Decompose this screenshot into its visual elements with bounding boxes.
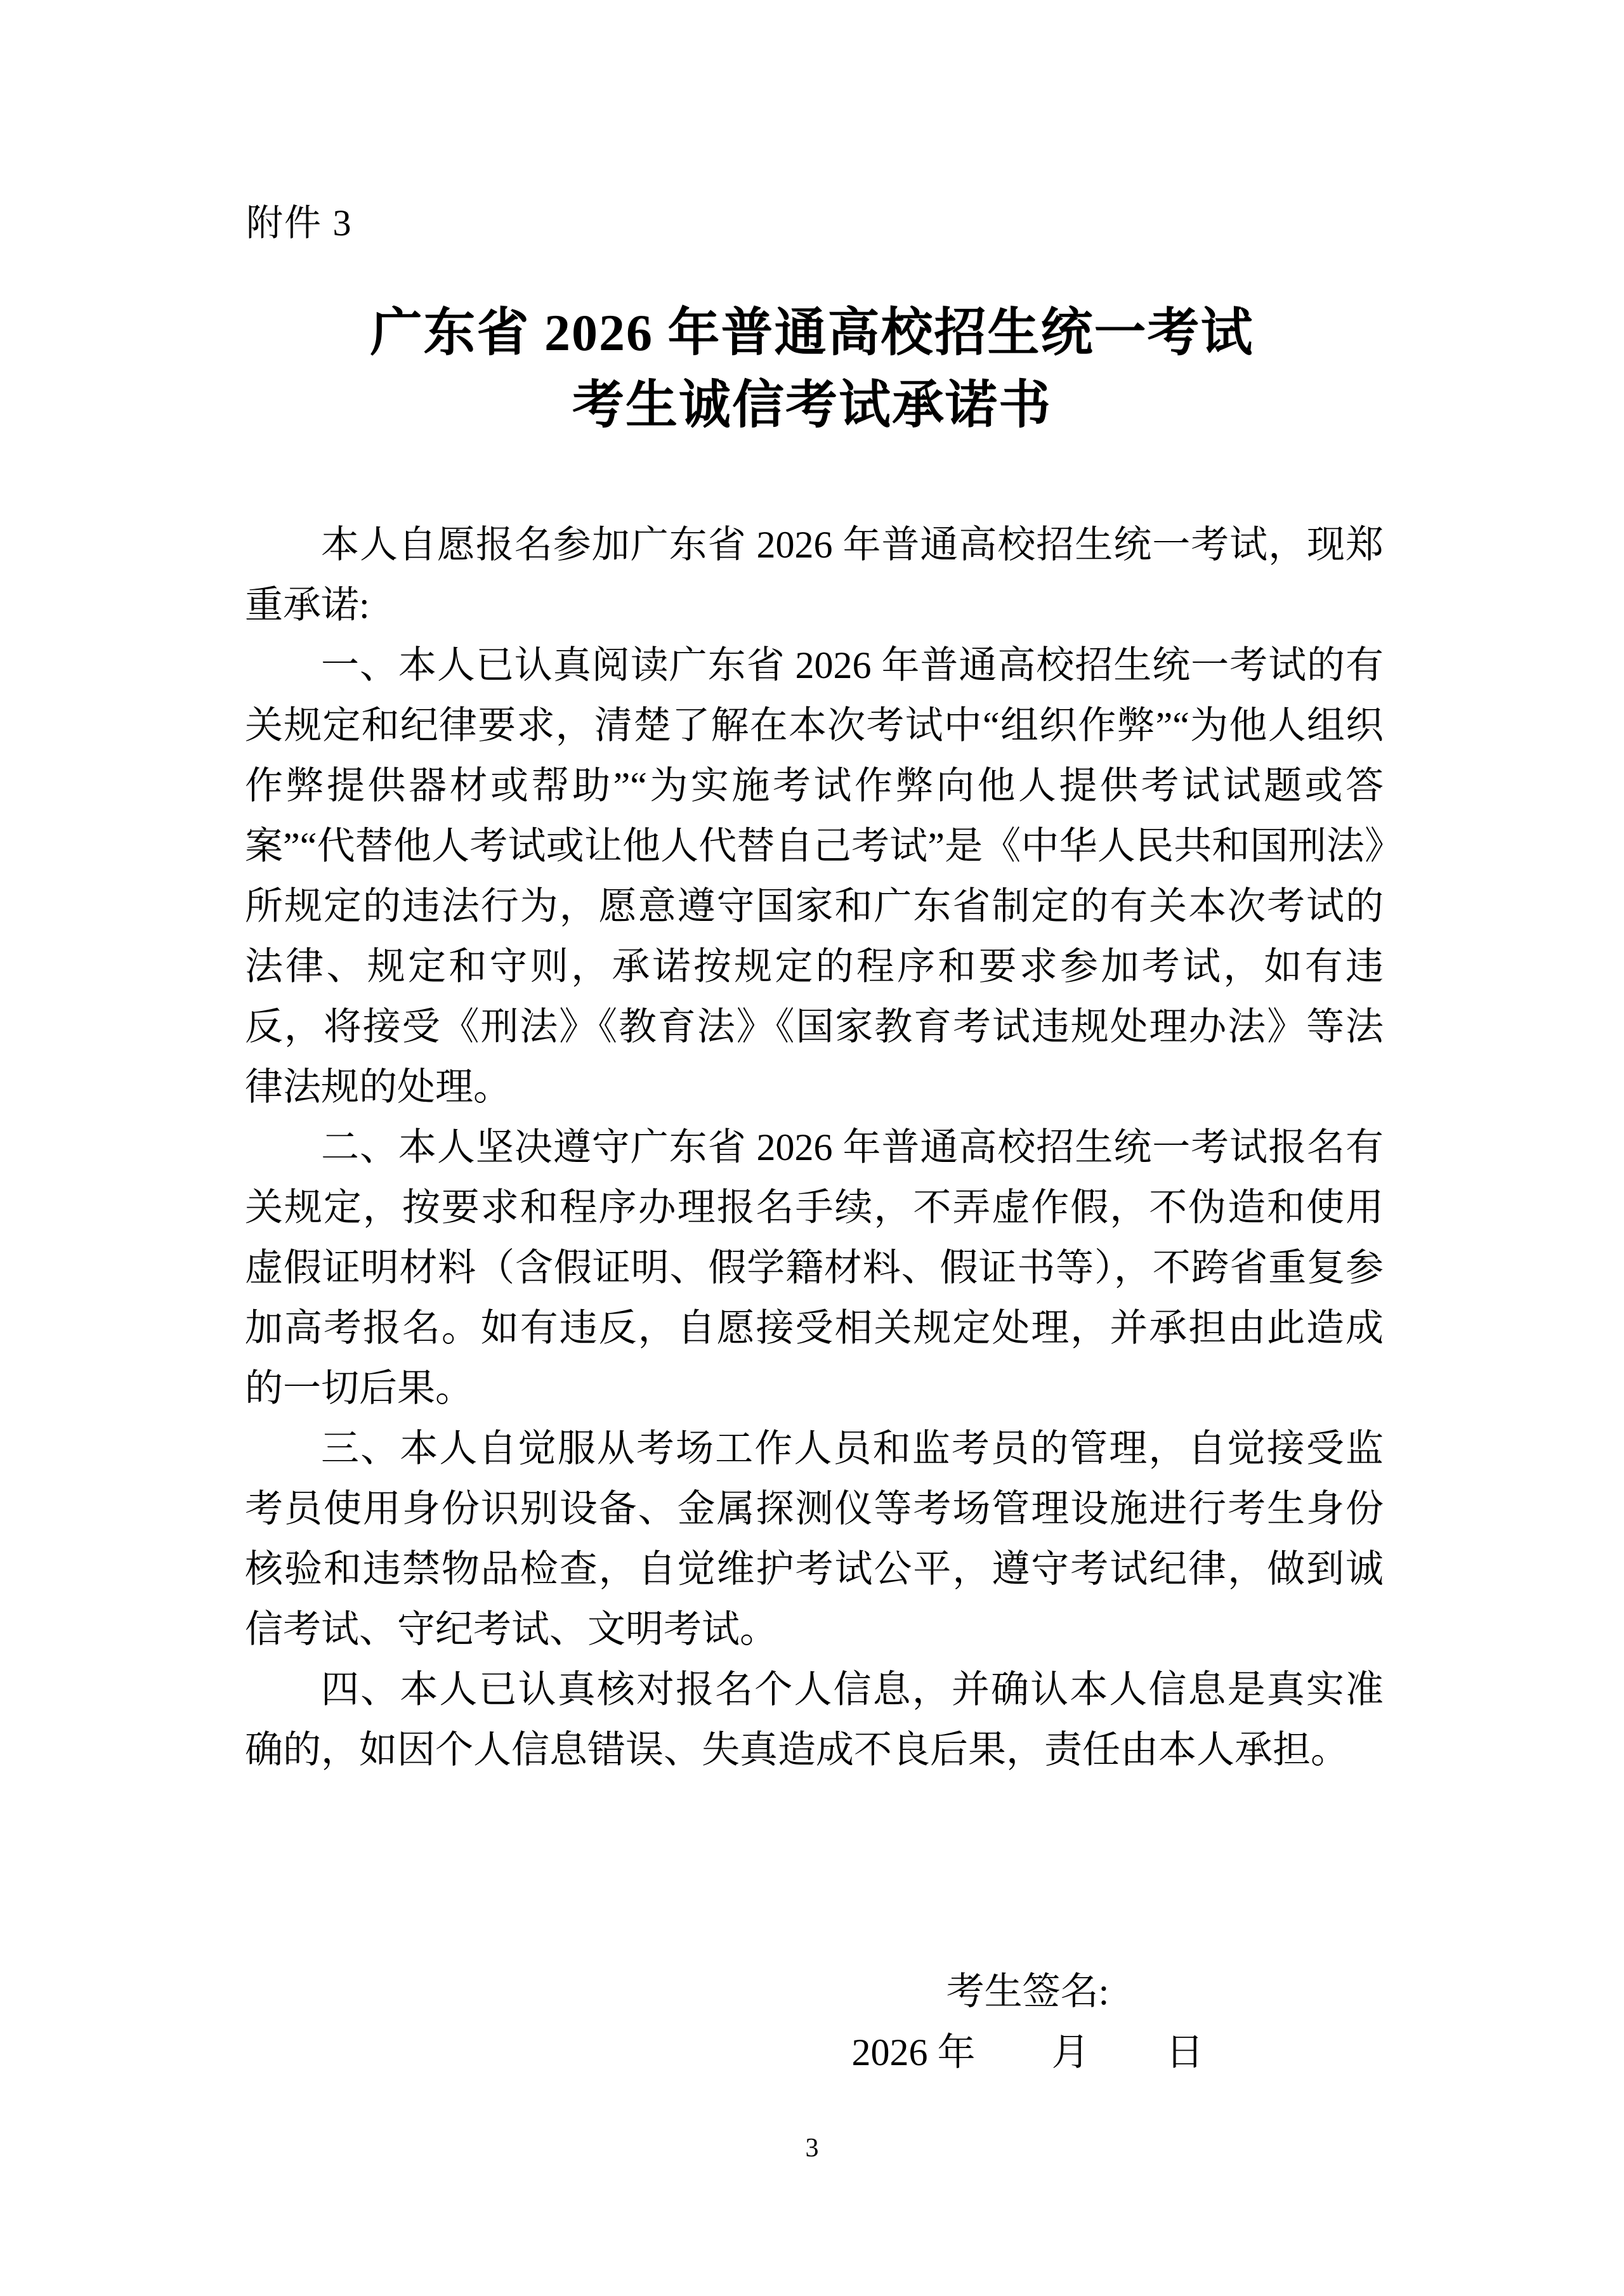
document-title-line2: 考生诚信考试承诺书 — [572, 376, 1052, 434]
document-body — [245, 515, 1384, 1780]
signature-block — [806, 1961, 1250, 2083]
paragraph-item-4: 四、本人已认真核对报名个人信息，并确认本人信息是真实准确的，如因个人信息错误、失真造成不良后果，责任由本人承担。 — [245, 1669, 1384, 1771]
document-title — [241, 297, 1383, 441]
paragraph-item-2: 二、本人坚决遵守广东省 2026 年普通高校招生统一考试报名有关规定，按要求和程序办理报名手续，不弄虚作假，不伪造和使用虚假证明材料（含假证明、假学籍材料、假证书等），不跨省重复参加高考报名。如有违反，自愿接受相关规定处理，并承担由此造成的一切后果。 — [245, 1126, 1384, 1409]
paragraph-intro: 本人自愿报名参加广东省 2026 年普通高校招生统一考试，现郑重承诺: — [245, 524, 1384, 626]
signature-label: 考生签名: — [946, 1971, 1110, 2012]
document-title-line1: 广东省 2026 年普通高校招生统一考试 — [370, 304, 1254, 362]
signature-date-line: 2026 年 月 日 — [851, 2032, 1204, 2073]
paragraph-item-1: 一、本人已认真阅读广东省 2026 年普通高校招生统一考试的有关规定和纪律要求，清楚了解在本次考试中“组织作弊”“为他人组织作弊提供器材或帮助”“为实施考试作弊向他人提供考试试题或答案”“代替他人考试或让他人代替自己考试”是《中华人民共和国刑法》所规定的违法行为，愿意遵守国家和广东省制定的有关本次考试的法律、规定和守则，承诺按规定的程序和要求参加考试，如有违反，将接受《刑法》《教育法》《国家教育考试违规处理办法》等法律法规的处理。 — [245, 644, 1384, 1108]
attachment-label: 附件 3 — [246, 202, 353, 244]
paragraph-item-3: 三、本人自觉服从考场工作人员和监考员的管理，自觉接受监考员使用身份识别设备、金属探测仪等考场管理设施进行考生身份核验和违禁物品检查，自觉维护考试公平，遵守考试纪律，做到诚信考试、守纪考试、文明考试。 — [245, 1428, 1384, 1650]
page-number: 3 — [805, 2134, 819, 2163]
